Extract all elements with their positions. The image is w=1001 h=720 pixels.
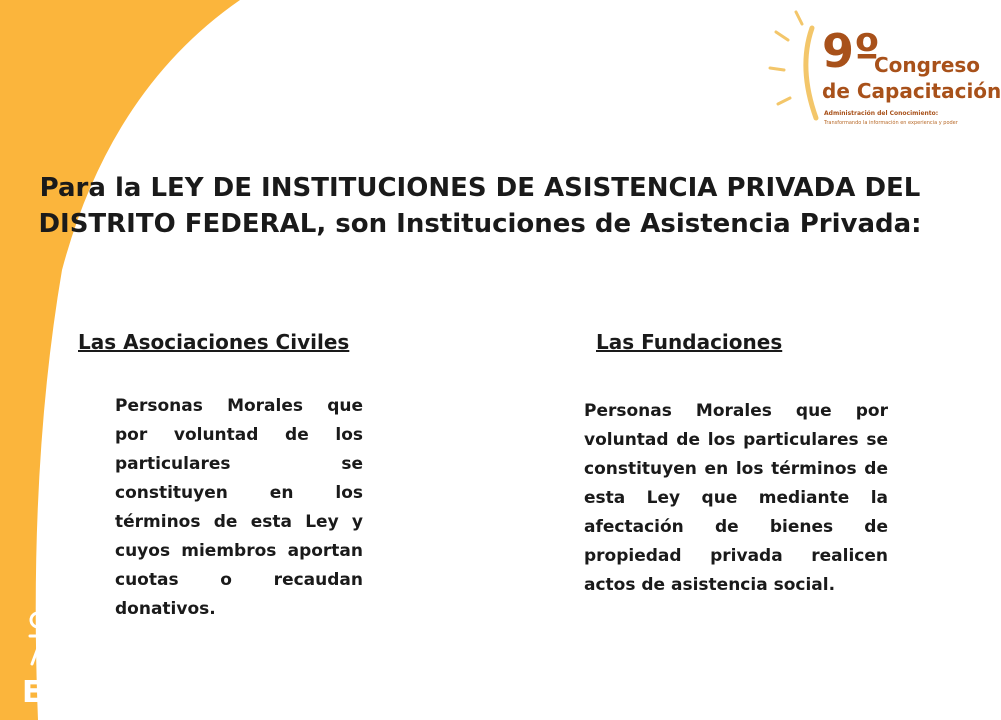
logo-number: 9º xyxy=(822,24,880,78)
children-figures-icon xyxy=(24,608,134,678)
page-title: Para la LEY DE INSTITUCIONES DE ASISTENCIA PRIVADA DEL DISTRITO FEDERAL, son Instituciones de Asistencia Privada: xyxy=(38,173,922,239)
congreso-logo xyxy=(768,8,1001,138)
asociaciones-description: Personas Morales que por voluntad de los particulares se constituyen en los términos de esta Ley y cuyos miembros aportan cuotas o recaudan donativos. xyxy=(115,396,363,619)
educa-logo-text: EDUCA xyxy=(22,675,147,710)
logo-capacitacion-text: de Capacitación xyxy=(822,79,1001,103)
asociaciones-heading: Las Asociaciones Civiles xyxy=(78,330,350,354)
logo-congreso-text: Congreso xyxy=(874,53,981,77)
fundaciones-heading: Las Fundaciones xyxy=(596,330,783,354)
logo-tagline: Transformando la información en experiencia y poder xyxy=(824,120,958,126)
logo-subtitle: Administración del Conocimiento: xyxy=(824,110,939,117)
fundaciones-description: Personas Morales que por voluntad de los particulares se constituyen en los términos de esta Ley que mediante la afectación de bienes de propiedad privada realicen actos de asistencia social. xyxy=(584,401,888,595)
